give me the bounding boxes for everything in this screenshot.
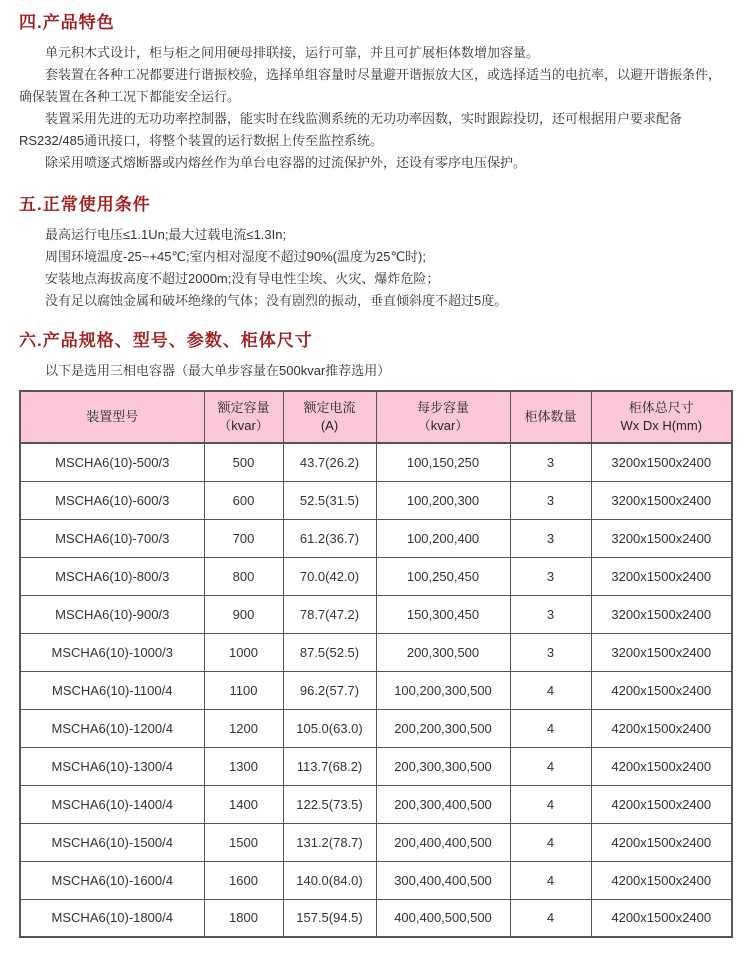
table-cell: 4200x1500x2400 <box>591 861 732 899</box>
spec-table-intro: 以下是选用三相电容器（最大单步容量在500kvar推荐选用） <box>45 363 391 378</box>
spec-table-header-cell: 装置型号 <box>20 391 204 443</box>
table-cell: 1300 <box>204 747 283 785</box>
table-cell: 3200x1500x2400 <box>591 633 732 671</box>
table-cell: MSCHA6(10)-1400/4 <box>20 785 204 823</box>
table-cell: 700 <box>204 519 283 557</box>
table-cell: 105.0(63.0) <box>283 709 376 747</box>
section-features-paragraphs <box>19 42 731 174</box>
table-cell: 100,200,400 <box>376 519 510 557</box>
table-cell: 131.2(78.7) <box>283 823 376 861</box>
table-cell: MSCHA6(10)-800/3 <box>20 557 204 595</box>
table-cell: MSCHA6(10)-1800/4 <box>20 899 204 937</box>
feature-paragraph: 单元积木式设计，柜与柜之间用硬母排联接，运行可靠，并且可扩展柜体数增加容量。 <box>45 45 540 60</box>
table-cell: 4200x1500x2400 <box>591 899 732 937</box>
section-features <box>19 10 731 174</box>
table-row <box>20 557 732 595</box>
spec-table-body <box>20 443 732 937</box>
table-row <box>20 671 732 709</box>
table-cell: 4200x1500x2400 <box>591 823 732 861</box>
table-cell: 200,300,300,500 <box>376 747 510 785</box>
table-cell: 4 <box>510 709 591 747</box>
table-cell: 600 <box>204 481 283 519</box>
table-cell: 3 <box>510 519 591 557</box>
table-cell: 1500 <box>204 823 283 861</box>
table-cell: 3200x1500x2400 <box>591 481 732 519</box>
table-cell: 100,150,250 <box>376 443 510 481</box>
table-cell: MSCHA6(10)-600/3 <box>20 481 204 519</box>
table-row <box>20 481 732 519</box>
table-cell: MSCHA6(10)-900/3 <box>20 595 204 633</box>
table-row <box>20 747 732 785</box>
spec-table-header-cell: 柜体数量 <box>510 391 591 443</box>
table-cell: 3200x1500x2400 <box>591 557 732 595</box>
table-cell: 87.5(52.5) <box>283 633 376 671</box>
table-row <box>20 443 732 481</box>
table-cell: 78.7(47.2) <box>283 595 376 633</box>
condition-line: 最高运行电压≤1.1Un;最大过载电流≤1.3In; <box>45 227 287 242</box>
table-row <box>20 519 732 557</box>
table-cell: 122.5(73.5) <box>283 785 376 823</box>
table-cell: 43.7(26.2) <box>283 443 376 481</box>
table-cell: 157.5(94.5) <box>283 899 376 937</box>
table-cell: 4 <box>510 785 591 823</box>
table-cell: 4200x1500x2400 <box>591 747 732 785</box>
table-cell: MSCHA6(10)-1000/3 <box>20 633 204 671</box>
spec-table-header-cell: 柜体总尺寸 Wx Dx H(mm) <box>591 391 732 443</box>
table-cell: 61.2(36.7) <box>283 519 376 557</box>
table-cell: MSCHA6(10)-500/3 <box>20 443 204 481</box>
table-cell: 900 <box>204 595 283 633</box>
table-cell: 200,300,500 <box>376 633 510 671</box>
table-cell: MSCHA6(10)-1600/4 <box>20 861 204 899</box>
table-row <box>20 709 732 747</box>
table-cell: 3200x1500x2400 <box>591 443 732 481</box>
feature-paragraph: 装置采用先进的无功功率控制器，能实时在线监测系统的无功功率因数，实时跟踪投切，还可根据用户要求配备RS232/485通讯接口，将整个装置的运行数据上传至监控系统。 <box>19 111 683 148</box>
table-cell: 100,200,300 <box>376 481 510 519</box>
table-cell: 1000 <box>204 633 283 671</box>
section-conditions-lines <box>19 224 731 312</box>
spec-table-header-cell: 额定电流 (A) <box>283 391 376 443</box>
table-cell: 4200x1500x2400 <box>591 671 732 709</box>
table-cell: 4 <box>510 861 591 899</box>
table-cell: 1400 <box>204 785 283 823</box>
table-cell: 140.0(84.0) <box>283 861 376 899</box>
table-cell: 4 <box>510 671 591 709</box>
table-cell: 100,250,450 <box>376 557 510 595</box>
section-features-title: 四.产品特色 <box>19 13 115 32</box>
table-cell: 1200 <box>204 709 283 747</box>
spec-table-header-cell: 每步容量 （kvar） <box>376 391 510 443</box>
table-cell: 52.5(31.5) <box>283 481 376 519</box>
table-cell: 3200x1500x2400 <box>591 519 732 557</box>
table-cell: 200,300,400,500 <box>376 785 510 823</box>
table-row <box>20 899 732 937</box>
condition-line: 安装地点海拔高度不超过2000m;没有导电性尘埃、火灾、爆炸危险； <box>45 271 440 286</box>
feature-paragraph: 除采用喷逐式熔断器或内熔丝作为单台电容器的过流保护外，还设有零序电压保护。 <box>45 155 527 170</box>
table-cell: 800 <box>204 557 283 595</box>
table-cell: 96.2(57.7) <box>283 671 376 709</box>
condition-line: 没有足以腐蚀金属和破坏绝缘的气体；没有剧烈的振动，垂直倾斜度不超过5度。 <box>45 293 508 308</box>
table-cell: 3200x1500x2400 <box>591 595 732 633</box>
table-cell: MSCHA6(10)-700/3 <box>20 519 204 557</box>
section-conditions <box>19 192 731 312</box>
table-cell: 150,300,450 <box>376 595 510 633</box>
table-cell: MSCHA6(10)-1300/4 <box>20 747 204 785</box>
table-cell: MSCHA6(10)-1100/4 <box>20 671 204 709</box>
section-specs <box>19 328 731 938</box>
table-row <box>20 595 732 633</box>
table-row <box>20 633 732 671</box>
table-cell: 4 <box>510 747 591 785</box>
table-cell: 1800 <box>204 899 283 937</box>
table-cell: 300,400,400,500 <box>376 861 510 899</box>
table-cell: 70.0(42.0) <box>283 557 376 595</box>
spec-table-head <box>20 391 732 443</box>
table-cell: 113.7(68.2) <box>283 747 376 785</box>
spec-table-header-cell: 额定容量 （kvar） <box>204 391 283 443</box>
table-cell: 400,400,500,500 <box>376 899 510 937</box>
table-cell: 3 <box>510 443 591 481</box>
table-cell: MSCHA6(10)-1200/4 <box>20 709 204 747</box>
table-cell: MSCHA6(10)-1500/4 <box>20 823 204 861</box>
table-cell: 4200x1500x2400 <box>591 785 732 823</box>
table-cell: 3 <box>510 557 591 595</box>
section-conditions-title: 五.正常使用条件 <box>19 195 151 214</box>
section-specs-title: 六.产品规格、型号、参数、柜体尺寸 <box>19 331 313 350</box>
table-cell: 1100 <box>204 671 283 709</box>
table-cell: 200,400,400,500 <box>376 823 510 861</box>
spec-table <box>19 390 733 938</box>
table-cell: 4 <box>510 823 591 861</box>
table-cell: 3 <box>510 633 591 671</box>
table-cell: 200,200,300,500 <box>376 709 510 747</box>
table-cell: 1600 <box>204 861 283 899</box>
table-row <box>20 823 732 861</box>
table-row <box>20 861 732 899</box>
table-cell: 100,200,300,500 <box>376 671 510 709</box>
feature-paragraph: 套装置在各种工况都要进行谐振校验，选择单组容量时尽量避开谐振放大区，或选择适当的电抗率，以避开谐振条件，确保装置在各种工况下都能安全运行。 <box>19 67 722 104</box>
table-cell: 3 <box>510 481 591 519</box>
condition-line: 周围环境温度-25~+45℃;室内相对湿度不超过90%(温度为25℃时); <box>45 249 426 264</box>
table-cell: 500 <box>204 443 283 481</box>
table-cell: 4200x1500x2400 <box>591 709 732 747</box>
table-cell: 3 <box>510 595 591 633</box>
spec-table-header-row <box>20 391 732 443</box>
table-row <box>20 785 732 823</box>
table-cell: 4 <box>510 899 591 937</box>
